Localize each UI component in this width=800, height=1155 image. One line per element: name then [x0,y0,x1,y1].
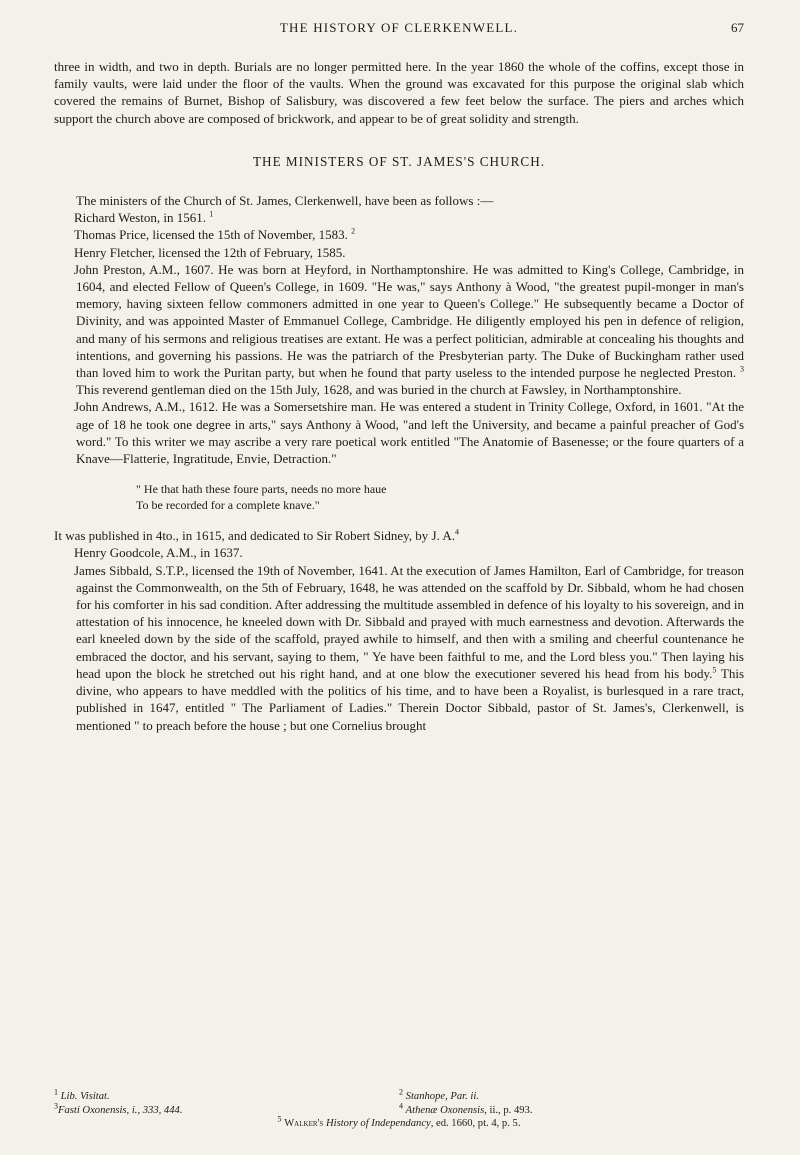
verse-line: " He that hath these foure parts, needs no more haue [136,482,387,497]
published-text: It was published in 4to., in 1615, and dedicated to Sir Robert Sidney, by J. A. [54,528,456,544]
minister-text: Thomas Price, licensed the 15th of November, 1583. [74,227,348,243]
minister-text-cont: This divine, who appears to have meddled with the politics of his time, and to have been a Royalist, is burlesqued in a rare tract, published in 1647, entitled " The Parliament of Ladies." Therein Doctor Sibbald, pastor of St. James's, Clerkenwell, is mentioned " to preach before the house ; but one Cornelius brought [76,665,744,733]
footnote-2 [399,1087,744,1104]
page-body [54,58,744,734]
minister-entry-price [54,226,744,243]
footnote-text: Stanhope, Par. ii. [405,1091,479,1102]
footnote-text: Lib. Visitat. [60,1091,110,1102]
minister-text-cont: This reverend gentleman died on the 15th July, 1628, and was buried in the church at Fawsley, in Northamptonshire. [76,382,682,398]
minister-text: John Preston, A.M., 1607. He was born at Heyford, in Northamptonshire. He was admitted to King's College, Cambridge, in 1604, and elected Fellow of Queen's College, in 1609. "He was," says Anthony à Wood, "the greatest pupil-monger in man's memory, having sixteen fellow commoners admitted in one year to Queen's College." He subsequently became a Doctor of Divinity, and was appointed Master of Emmanuel College, Cambridge. He diligently employed his pen in defence of religion, and many of his sermons and religious treatises are extant. He was a perfect politician, admirable at concealing his thoughts and intentions, and governing his passions. He was the patriarch of the Presbyterian party. The Duke of Buckingham rather used than loved him to work the Puritan party, but when he found that party useless to the intended purpose he neglected Preston. [74,261,744,381]
minister-entry-goodcole: Henry Goodcole, A.M., in 1637. [74,545,243,561]
minister-entry-andrews: John Andrews, A.M., 1612. He was a Somersetshire man. He was entered a student in Trinity College, Oxford, in 1601. "At the age of 18 he took one degree in arts," says Anthony à Wood, "and left the University, and became a painful preacher of God's word." To this writer we may ascribe a very rare poetical work entitled "The Anatomie of Basenesse; or the foure quarters of a Knave—Flatterie, Ingratitude, Envie, Detraction." [74,399,744,467]
footnote-mark: 2 [399,1087,403,1097]
footnote-ref: 3 [740,364,745,374]
page-number: 67 [731,20,744,35]
intro-paragraph: three in width, and two in depth. Burials are no longer permitted here. In the year 1860 the whole of the coffins, except those in family vaults, were laid under the floor of the vaults. When the ground was excavated for this purpose the original slab which covered the remains of Burnet, Bishop of Salisbury, was discovered a few feet below the surface. The piers and arches which support the church above are composed of brickwork, and appear to be of great solidity and strength. [54,59,744,126]
footnote-title: Athenæ Oxonensis [405,1104,485,1116]
minister-text: James Sibbald, S.T.P., licensed the 19th of November, 1641. At the execution of James Hamilton, Earl of Cambridge, for treason against the Commonwealth, on the 5th of February, 1648, he was attended on the scaffold by Dr. Sibbald, whom he had chosen for his comforter in his sad condition. After addressing the multitude assembled in defence of his loyalty to his sovereign, and in attestation of his innocence, he kneeled down with Dr. Sibbald and prayed with much earnestness and devotion. Afterwards the earl kneeled down by the side of the scaffold, prayed awhile to himself, and then with a smiling and cheerful countenance he embraced the doctor, and his servant, saying to them, " Ye have been faithful to me, and the Lord bless you." Then laying his head upon the block he stretched out his right hand, and at one blow the executioner severed his head from his body. [74,562,744,681]
running-title: THE HISTORY OF CLERKENWELL. [279,20,519,35]
footnote-text: Fasti Oxonensis, i., 333, 444. [58,1104,183,1116]
footnote-4 [399,1101,744,1118]
footnote-ref: 1 [209,209,214,219]
section-heading: THE MINISTERS OF ST. JAMES'S CHURCH. [252,153,546,169]
footnote-text: , ed. 1660, pt. 4, p. 5. [430,1118,521,1130]
published-paragraph [54,527,744,544]
footnote-mark: 5 [277,1114,282,1124]
ministers-intro: The ministers of the Church of St. James, Clerkenwell, have been as follows :— [76,193,494,209]
footnote-mark: 1 [54,1087,58,1097]
verse-quote [136,481,744,513]
minister-entry-preston [54,261,744,399]
verse-line: To be recorded for a complete knave." [136,498,320,513]
running-head [54,20,744,42]
minister-entry-weston [54,209,744,226]
minister-entry-sibbald [54,562,744,734]
minister-text: Richard Weston, in 1561. [74,210,206,226]
footnote-text: , ii., p. 493. [484,1104,533,1116]
footnote-3 [54,1101,399,1118]
footnote-author: Walker's [284,1118,324,1130]
footnote-mark: 3 [54,1101,58,1111]
footnote-5 [54,1114,744,1131]
footnote-row [54,1101,744,1118]
footnote-ref: 2 [351,227,356,237]
footnote-ref: 4 [455,527,460,537]
footnote-title: History of Independancy [325,1118,431,1130]
footnote-ref: 5 [712,665,717,675]
footnotes [54,1087,744,1131]
minister-entry-fletcher: Henry Fletcher, licensed the 12th of February, 1585. [74,244,346,260]
footnote-mark: 4 [399,1101,403,1111]
footnote-1 [54,1087,399,1104]
